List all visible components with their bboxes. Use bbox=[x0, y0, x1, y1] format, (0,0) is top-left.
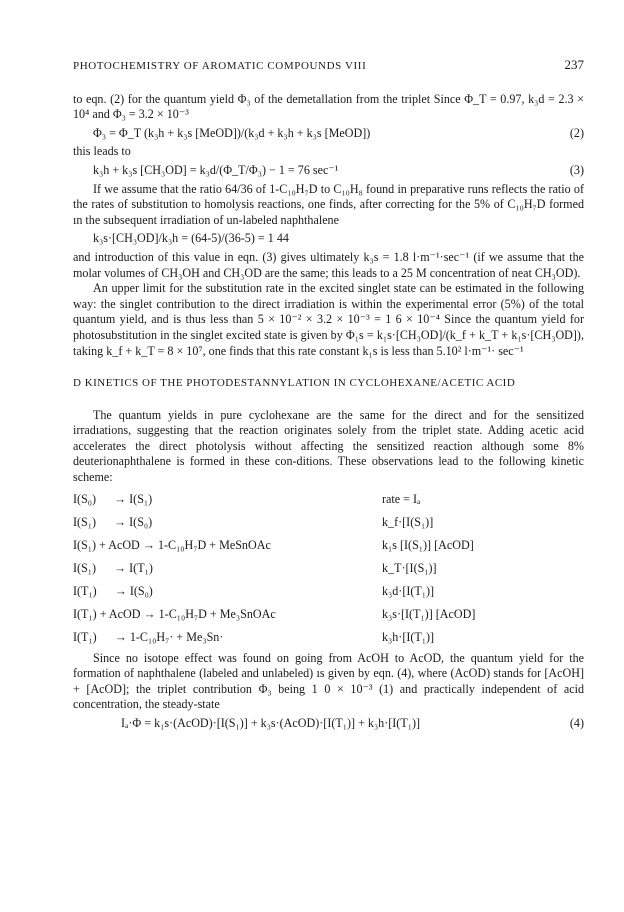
scheme-reactant: I(T₁) + AcOD bbox=[73, 607, 141, 622]
scheme-rate: k_T·[I(S₁)] bbox=[382, 561, 437, 576]
paragraph: and introduction of this value in eqn. (3) gives ultimately k₃s = 1.8 l·m⁻¹·sec⁻¹ (if we assume that the molar volumes of CH₃OH and CH₃OD are the same; this leads to a 25 M concentration of neat CH₃OD). bbox=[73, 249, 584, 280]
scheme-reactant: I(T₁) bbox=[73, 584, 97, 599]
arrow-icon: → bbox=[114, 492, 127, 507]
scheme-row bbox=[73, 627, 584, 650]
scheme-rate: k₃h·[I(T₁)] bbox=[382, 630, 435, 645]
scheme-row bbox=[73, 581, 584, 604]
equation-number: (3) bbox=[569, 162, 584, 177]
equation-number: (2) bbox=[569, 125, 584, 140]
equation-number: (4) bbox=[569, 716, 584, 731]
equation-3 bbox=[73, 163, 584, 179]
arrow-icon: → bbox=[142, 538, 155, 553]
scheme-row bbox=[73, 558, 584, 581]
scheme-rate: rate = Iₐ bbox=[382, 492, 421, 507]
equation-body: k₃h + k₃s [CH₃OD] = k₃d/(Φ_T/Φ₃) − 1 = 76 sec⁻¹ bbox=[93, 162, 339, 177]
arrow-icon: → bbox=[143, 607, 156, 622]
scheme-product: 1-C₁₀H₇D + MeSnOAc bbox=[157, 538, 271, 553]
scheme-reactant: I(S₁) bbox=[73, 515, 97, 530]
equation-body: k₃s·[CH₃OD]/k₃h = (64-5)/(36-5) = 1 44 bbox=[93, 231, 289, 246]
paragraph: An upper limit for the substitution rate in the excited singlet state can be estimated in the following way: the singlet contribution to the direct irradiation is within the experimental error (5%) of the total quantum yield, and is thus less than 5 × 10⁻² × 3.2 × 10⁻³ = 1 6 × 10⁻⁴ Since the quantum yield for photosubstitution in the singlet excited state is given by Φ₁s = k₁s·[CH₃OD]/(k_f + k_T + k₁s·[CH₃OD]), taking k_f + k_T = 8 × 10⁷, one finds that this rate constant k₁s is less than 5.10² l·m⁻¹· sec⁻¹ bbox=[73, 281, 584, 358]
scheme-product: 1-C₁₀H₇D + Me₃SnOAc bbox=[158, 607, 276, 622]
scheme-reactant: I(S₀) bbox=[73, 492, 97, 507]
scheme-reactant: I(S₁) bbox=[73, 561, 97, 576]
paragraph: this leads to bbox=[73, 144, 131, 159]
scheme-product: I(S₀) bbox=[129, 515, 153, 530]
kinetic-scheme bbox=[73, 489, 584, 650]
paragraph: Since no isotope effect was found on going from AcOH to AcOD, the quantum yield for the formation of naphthalene (labeled and unlabeled) ıs given by eqn. (4), where (AcOD) stands for [AcOH] + [AcOD]; the triplet contribution Φ₃ being 1 0 × 10⁻³ (1) and practically independent of acid concentration, the steady-state bbox=[73, 650, 584, 712]
scheme-rate: k₁s [I(S₁)] [AcOD] bbox=[382, 538, 474, 553]
scheme-row bbox=[73, 604, 584, 627]
scheme-reactant: I(S₁) + AcOD bbox=[73, 538, 140, 553]
paragraph: to eqn. (2) for the quantum yield Φ₃ of the demetallation from the triplet Since Φ_T = 0.97, k₃d = 2.3 × 10⁴ and Φ₃ = 3.2 × 10⁻³ bbox=[73, 91, 584, 122]
arrow-icon: → bbox=[114, 584, 127, 599]
running-title: PHOTOCHEMISTRY OF AROMATIC COMPOUNDS VIII bbox=[73, 60, 367, 72]
scheme-reactant: I(T₁) bbox=[73, 630, 97, 645]
arrow-icon: → bbox=[114, 515, 127, 530]
running-header bbox=[73, 57, 584, 75]
scheme-rate: k₃s·[I(T₁)] [AcOD] bbox=[382, 607, 476, 622]
equation-4 bbox=[73, 716, 584, 732]
section-heading: D KINETICS OF THE PHOTODESTANNYLATION IN CYCLOHEXANE/ACETIC ACID bbox=[73, 377, 516, 390]
scheme-rate: k₃d·[I(T₁)] bbox=[382, 584, 435, 599]
scheme-row bbox=[73, 535, 584, 558]
equation-body: Φ₃ = Φ_T (k₃h + k₃s [MeOD])/(k₃d + k₃h + k₃s [MeOD]) bbox=[93, 125, 371, 140]
scheme-row bbox=[73, 489, 584, 512]
page-number: 237 bbox=[564, 57, 584, 72]
paragraph: The quantum yields in pure cyclohexane are the same for the direct and for the sensitized irradıations, suggesting that the reaction originates solely from the triplet state. Adding acetic acid accelerates the direct photolysis without affecting the sensitized reaction although some 8% deuterionaphthalene is formed in these con-ditions. These observations lead to the following kinetic scheme: bbox=[73, 407, 584, 485]
arrow-icon: → bbox=[114, 561, 127, 576]
scheme-product: 1-C₁₀H₇· + Me₃Sn· bbox=[129, 630, 224, 645]
arrow-icon: → bbox=[114, 630, 127, 645]
scheme-product: I(S₁) bbox=[129, 492, 153, 507]
scheme-row bbox=[73, 512, 584, 535]
paragraph: If we assume that the ratio 64/36 of 1-C₁₀H₇D to C₁₀H₈ found in preparative runs reflects the ratio of the rates of substitution to homolysis reactions, one finds, after correcting for the 5% of C₁₀H₇D formed ın the subsequent irradiation of un-labeled naphthalene bbox=[73, 181, 584, 227]
equation-2 bbox=[73, 126, 584, 142]
equation-ratio bbox=[73, 231, 584, 247]
scheme-product: I(T₁) bbox=[129, 561, 153, 576]
scheme-product: I(S₀) bbox=[129, 584, 153, 599]
scheme-rate: k_f·[I(S₁)] bbox=[382, 515, 434, 530]
equation-body: Iₐ·Φ = k₁s·(AcOD)·[I(S₁)] + k₃s·(AcOD)·[I(T₁)] + k₃h·[I(T₁)] bbox=[121, 716, 420, 731]
